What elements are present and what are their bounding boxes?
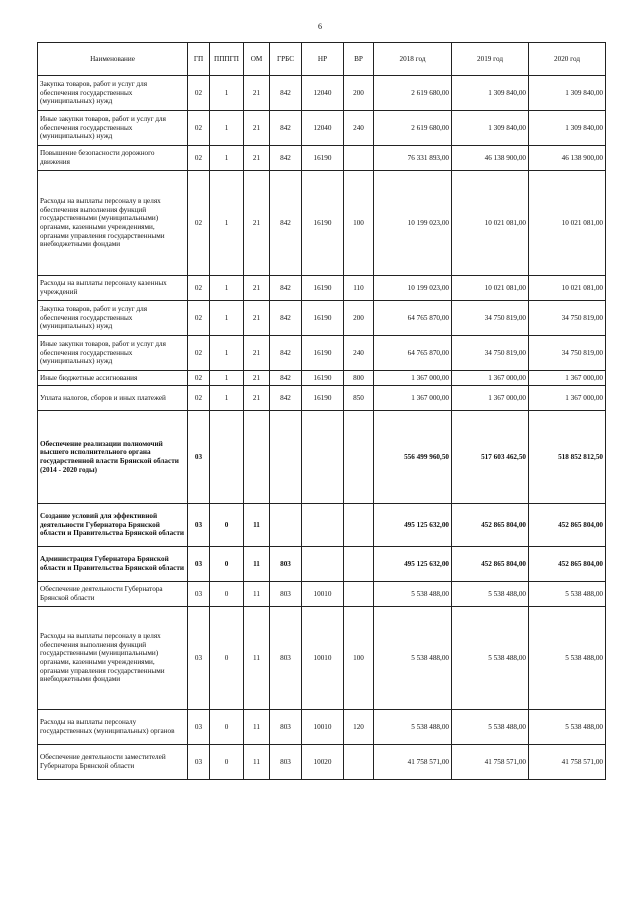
row-pppgp: 0 (210, 547, 244, 582)
row-nr: 16190 (302, 336, 344, 371)
row-name: Повышение безопасности дорожного движения (38, 146, 188, 171)
row-gp: 02 (188, 276, 210, 301)
row-grbs: 842 (270, 171, 302, 276)
row-nr: 16190 (302, 301, 344, 336)
row-pppgp: 1 (210, 371, 244, 386)
row-om: 21 (244, 276, 270, 301)
row-om: 21 (244, 171, 270, 276)
row-amount-2019: 10 021 081,00 (452, 171, 529, 276)
row-nr (302, 547, 344, 582)
row-name: Обеспечение деятельности заместителей Губернатора Брянской области (38, 745, 188, 780)
row-pppgp: 1 (210, 301, 244, 336)
row-om: 21 (244, 386, 270, 411)
budget-table (37, 42, 606, 780)
row-amount-2019: 5 538 488,00 (452, 607, 529, 710)
row-gp: 02 (188, 371, 210, 386)
row-nr: 16190 (302, 386, 344, 411)
row-name: Закупка товаров, работ и услуг для обеспечения государственных (муниципальных) нужд (38, 76, 188, 111)
row-amount-2019: 1 309 840,00 (452, 76, 529, 111)
row-amount-2020: 1 309 840,00 (529, 76, 606, 111)
table-row (38, 301, 606, 336)
row-nr (302, 504, 344, 547)
row-vr: 200 (344, 301, 374, 336)
row-nr: 12040 (302, 76, 344, 111)
header-gp: ГП (188, 43, 210, 76)
row-amount-2018: 2 619 680,00 (374, 111, 452, 146)
row-amount-2019: 10 021 081,00 (452, 276, 529, 301)
header-vr: ВР (344, 43, 374, 76)
row-gp: 02 (188, 171, 210, 276)
table-row (38, 76, 606, 111)
row-grbs (270, 411, 302, 504)
table-row (38, 386, 606, 411)
row-grbs: 803 (270, 607, 302, 710)
row-grbs: 842 (270, 386, 302, 411)
row-name: Уплата налогов, сборов и иных платежей (38, 386, 188, 411)
row-om: 21 (244, 111, 270, 146)
row-grbs: 803 (270, 547, 302, 582)
header-nr: НР (302, 43, 344, 76)
row-amount-2020: 5 538 488,00 (529, 710, 606, 745)
table-row (38, 276, 606, 301)
row-grbs: 803 (270, 745, 302, 780)
row-om: 11 (244, 745, 270, 780)
row-amount-2018: 64 765 870,00 (374, 336, 452, 371)
row-amount-2018: 495 125 632,00 (374, 504, 452, 547)
row-name: Создание условий для эффективной деятельности Губернатора Брянской области и Правительства Брянской области (38, 504, 188, 547)
header-2020: 2020 год (529, 43, 606, 76)
row-amount-2018: 76 331 893,00 (374, 146, 452, 171)
row-om: 11 (244, 547, 270, 582)
row-vr: 800 (344, 371, 374, 386)
row-vr (344, 745, 374, 780)
row-vr: 100 (344, 171, 374, 276)
row-vr (344, 504, 374, 547)
header-2019: 2019 год (452, 43, 529, 76)
table-row (38, 710, 606, 745)
row-amount-2019: 452 865 804,00 (452, 504, 529, 547)
row-nr: 10010 (302, 710, 344, 745)
row-amount-2019: 5 538 488,00 (452, 582, 529, 607)
row-amount-2020: 10 021 081,00 (529, 171, 606, 276)
row-grbs: 842 (270, 301, 302, 336)
row-gp: 03 (188, 547, 210, 582)
row-gp: 03 (188, 504, 210, 547)
row-amount-2020: 5 538 488,00 (529, 607, 606, 710)
row-grbs (270, 504, 302, 547)
row-nr: 16190 (302, 276, 344, 301)
row-amount-2018: 1 367 000,00 (374, 386, 452, 411)
row-pppgp: 0 (210, 504, 244, 547)
row-name: Расходы на выплаты персоналу казенных учреждений (38, 276, 188, 301)
table-row (38, 371, 606, 386)
row-om: 21 (244, 76, 270, 111)
row-name: Обеспечение реализации полномочий высшего исполнительного органа государственной власти Брянской области (2014 - 2020 годы) (38, 411, 188, 504)
table-row (38, 171, 606, 276)
row-pppgp: 1 (210, 171, 244, 276)
row-amount-2018: 495 125 632,00 (374, 547, 452, 582)
row-vr: 240 (344, 336, 374, 371)
header-pppgp: ПППГП (210, 43, 244, 76)
row-amount-2020: 41 758 571,00 (529, 745, 606, 780)
row-pppgp (210, 411, 244, 504)
row-gp: 03 (188, 607, 210, 710)
row-amount-2020: 452 865 804,00 (529, 504, 606, 547)
row-amount-2018: 64 765 870,00 (374, 301, 452, 336)
row-amount-2020: 10 021 081,00 (529, 276, 606, 301)
row-name: Иные бюджетные ассигнования (38, 371, 188, 386)
row-amount-2020: 1 367 000,00 (529, 386, 606, 411)
row-name: Иные закупки товаров, работ и услуг для обеспечения государственных (муниципальных) нужд (38, 111, 188, 146)
table-row (38, 547, 606, 582)
row-amount-2019: 1 367 000,00 (452, 371, 529, 386)
row-name: Расходы на выплаты персоналу государственных (муниципальных) органов (38, 710, 188, 745)
row-nr: 16190 (302, 146, 344, 171)
row-pppgp: 1 (210, 111, 244, 146)
row-grbs: 842 (270, 371, 302, 386)
row-amount-2020: 1 309 840,00 (529, 111, 606, 146)
table-row (38, 504, 606, 547)
row-pppgp: 1 (210, 336, 244, 371)
row-nr: 16190 (302, 371, 344, 386)
row-amount-2019: 1 309 840,00 (452, 111, 529, 146)
header-name: Наименование (38, 43, 188, 76)
row-gp: 02 (188, 111, 210, 146)
row-vr (344, 547, 374, 582)
row-vr: 120 (344, 710, 374, 745)
row-nr: 12040 (302, 111, 344, 146)
row-vr (344, 582, 374, 607)
row-om: 11 (244, 710, 270, 745)
row-amount-2018: 10 199 023,00 (374, 276, 452, 301)
row-vr: 200 (344, 76, 374, 111)
row-amount-2020: 34 750 819,00 (529, 336, 606, 371)
row-amount-2019: 1 367 000,00 (452, 386, 529, 411)
row-amount-2018: 41 758 571,00 (374, 745, 452, 780)
row-amount-2018: 5 538 488,00 (374, 710, 452, 745)
row-nr: 16190 (302, 171, 344, 276)
row-om (244, 411, 270, 504)
row-amount-2019: 46 138 900,00 (452, 146, 529, 171)
row-gp: 03 (188, 710, 210, 745)
row-grbs: 803 (270, 710, 302, 745)
row-vr: 240 (344, 111, 374, 146)
row-pppgp: 0 (210, 582, 244, 607)
table-row (38, 411, 606, 504)
row-amount-2019: 41 758 571,00 (452, 745, 529, 780)
row-vr: 110 (344, 276, 374, 301)
page-number: 6 (318, 22, 322, 31)
row-vr (344, 146, 374, 171)
header-grbs: ГРБС (270, 43, 302, 76)
row-pppgp: 0 (210, 607, 244, 710)
row-gp: 03 (188, 745, 210, 780)
row-vr (344, 411, 374, 504)
row-amount-2020: 34 750 819,00 (529, 301, 606, 336)
table-row (38, 607, 606, 710)
row-amount-2019: 34 750 819,00 (452, 336, 529, 371)
row-amount-2019: 517 603 462,50 (452, 411, 529, 504)
table-row (38, 582, 606, 607)
row-grbs: 842 (270, 76, 302, 111)
row-amount-2020: 5 538 488,00 (529, 582, 606, 607)
table-row (38, 336, 606, 371)
row-name: Администрация Губернатора Брянской области и Правительства Брянской области (38, 547, 188, 582)
row-amount-2020: 452 865 804,00 (529, 547, 606, 582)
row-grbs: 842 (270, 111, 302, 146)
row-pppgp: 0 (210, 710, 244, 745)
row-amount-2018: 2 619 680,00 (374, 76, 452, 111)
row-nr: 10020 (302, 745, 344, 780)
row-gp: 02 (188, 336, 210, 371)
table-row (38, 745, 606, 780)
row-pppgp: 1 (210, 76, 244, 111)
row-nr: 10010 (302, 582, 344, 607)
row-nr: 10010 (302, 607, 344, 710)
header-row (38, 43, 606, 76)
row-pppgp: 1 (210, 276, 244, 301)
row-amount-2019: 34 750 819,00 (452, 301, 529, 336)
row-pppgp: 1 (210, 386, 244, 411)
row-grbs: 842 (270, 276, 302, 301)
row-vr: 100 (344, 607, 374, 710)
row-pppgp: 0 (210, 745, 244, 780)
row-name: Закупка товаров, работ и услуг для обеспечения государственных (муниципальных) нужд (38, 301, 188, 336)
row-grbs: 803 (270, 582, 302, 607)
row-amount-2018: 10 199 023,00 (374, 171, 452, 276)
row-amount-2018: 556 499 960,50 (374, 411, 452, 504)
row-gp: 03 (188, 582, 210, 607)
row-amount-2020: 518 852 812,50 (529, 411, 606, 504)
row-om: 11 (244, 582, 270, 607)
row-gp: 02 (188, 76, 210, 111)
row-gp: 02 (188, 386, 210, 411)
row-om: 11 (244, 607, 270, 710)
row-om: 11 (244, 504, 270, 547)
row-nr (302, 411, 344, 504)
row-amount-2018: 5 538 488,00 (374, 607, 452, 710)
row-name: Расходы на выплаты персоналу в целях обеспечения выполнения функций государственными (муниципальными) органами, казенными учреждениями, органами управления государственными внебюджетными фондами (38, 171, 188, 276)
row-name: Расходы на выплаты персоналу в целях обеспечения выполнения функций государственными (муниципальными) органами, казенными учреждениями, органами управления государственными внебюджетными фондами (38, 607, 188, 710)
row-vr: 850 (344, 386, 374, 411)
row-om: 21 (244, 371, 270, 386)
row-pppgp: 1 (210, 146, 244, 171)
row-om: 21 (244, 301, 270, 336)
row-amount-2019: 452 865 804,00 (452, 547, 529, 582)
row-grbs: 842 (270, 146, 302, 171)
table-row (38, 111, 606, 146)
header-2018: 2018 год (374, 43, 452, 76)
row-amount-2019: 5 538 488,00 (452, 710, 529, 745)
header-om: ОМ (244, 43, 270, 76)
row-gp: 02 (188, 146, 210, 171)
table-row (38, 146, 606, 171)
row-amount-2018: 5 538 488,00 (374, 582, 452, 607)
row-amount-2020: 46 138 900,00 (529, 146, 606, 171)
row-gp: 02 (188, 301, 210, 336)
row-grbs: 842 (270, 336, 302, 371)
row-amount-2018: 1 367 000,00 (374, 371, 452, 386)
row-gp: 03 (188, 411, 210, 504)
row-om: 21 (244, 336, 270, 371)
row-name: Иные закупки товаров, работ и услуг для обеспечения государственных (муниципальных) нужд (38, 336, 188, 371)
row-name: Обеспечение деятельности Губернатора Брянской области (38, 582, 188, 607)
row-om: 21 (244, 146, 270, 171)
row-amount-2020: 1 367 000,00 (529, 371, 606, 386)
